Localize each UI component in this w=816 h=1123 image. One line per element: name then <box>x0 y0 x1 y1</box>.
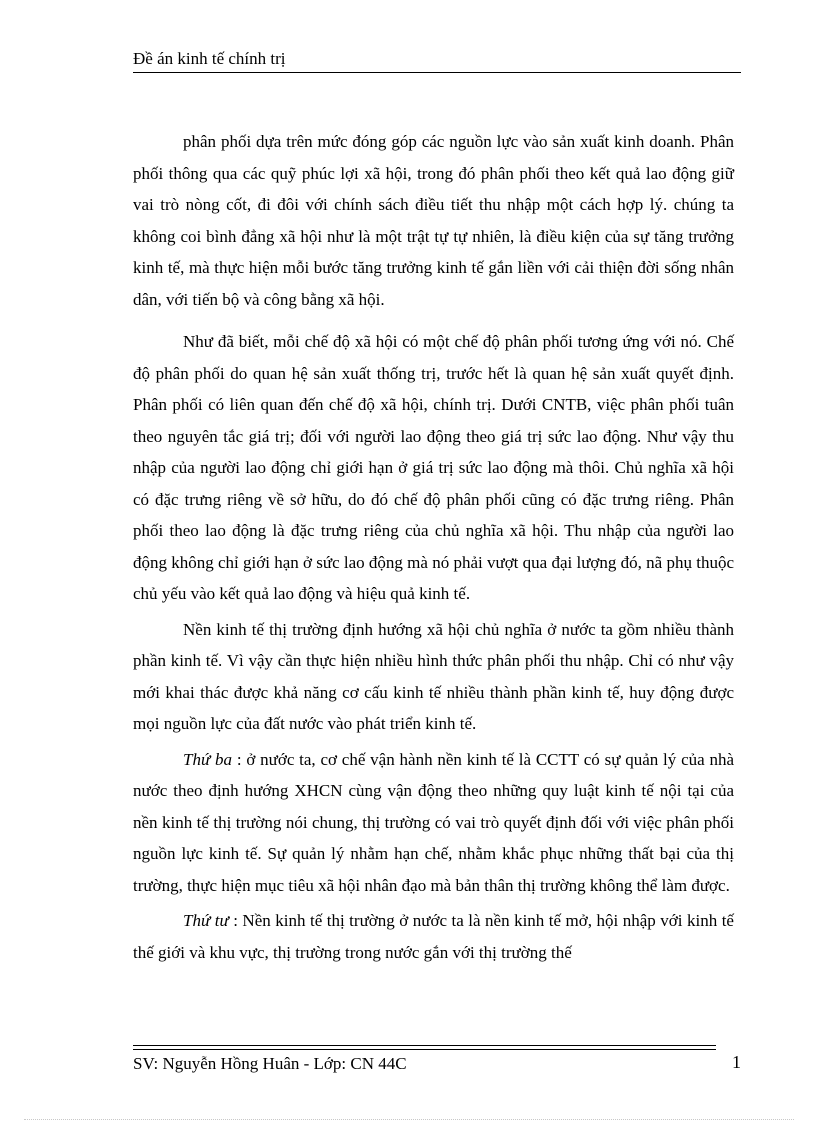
footer-rule-top <box>133 1045 716 1046</box>
page-bottom-edge <box>24 1119 794 1120</box>
fourth-point-label: Thứ tư <box>183 911 229 930</box>
paragraph-third-point <box>133 744 734 902</box>
header-title: Đề án kinh tế chính trị <box>133 49 286 68</box>
footer-rule-bottom <box>133 1049 716 1050</box>
document-body <box>133 126 734 968</box>
page-header <box>133 46 741 73</box>
fourth-point-text: : Nền kinh tế thị trường ở nước ta là nền kinh tế mở, hội nhập với kinh tế thế giới và khu vực, thị trường trong nước gắn với thị trường thế <box>133 911 734 962</box>
footer-student-info: SV: Nguyễn Hồng Huân - Lớp: CN 44C <box>133 1054 407 1073</box>
paragraph-fourth-point <box>133 905 734 968</box>
third-point-label: Thứ ba <box>183 749 233 769</box>
paragraph-multi-sector-economy: Nền kinh tế thị trường định hướng xã hội chủ nghĩa ở nước ta gồm nhiều thành phần kinh tế. Vì vậy cần thực hiện nhiều hình thức phân phối thu nhập. Chỉ có như vậy mới khai thác được khả năng cơ cấu kinh tế nhiều thành phần kinh tế, huy động được mọi nguồn lực của đất nước vào phát triển kinh tế. <box>133 619 734 733</box>
paragraph-distribution-regime: Như đã biết, mỗi chế độ xã hội có một chế độ phân phối tương ứng với nó. Chế độ phân phối do quan hệ sản xuất thống trị, trước hết là quan hệ sản xuất quyết định. Phân phối có liên quan đến chế độ xã hội, chính trị. Dưới CNTB, việc phân phối tuân theo nguyên tắc giá trị; đối với người lao động theo giá trị sức lao động. Như vậy thu nhập của người lao động chỉ giới hạn ở giá trị sức lao động mà thôi. Chủ nghĩa xã hội có đặc trưng riêng về sở hữu, do đó chế độ phân phối cũng có đặc trưng riêng. Phân phối theo lao động là đặc trưng riêng của chủ nghĩa xã hội. Thu nhập của người lao động không chỉ giới hạn ở sức lao động mà nó phải vượt qua đại lượng đó, nã phụ thuộc chủ yếu vào kết quả lao động và hiệu quả kinh tế. <box>133 332 734 603</box>
paragraph-continuation: phân phối dựa trên mức đóng góp các nguồn lực vào sản xuất kinh doanh. Phân phối thông qua các quỹ phúc lợi xã hội, trong đó phân phối theo kết quả lao động giữ vai trò nòng cốt, đi đôi với chính sách điều tiết thu nhập một cách hợp lý. chúng ta không coi bình đẳng xã hội như là một trật tự tự nhiên, là điều kiện của sự tăng trưởng kinh tế, mà thực hiện mỗi bước tăng trưởng kinh tế gắn liền với cải thiện đời sống nhân dân, với tiến bộ và công bằng xã hội. <box>133 132 734 309</box>
third-point-text: : ở nước ta, cơ chế vận hành nền kinh tế là CCTT có sự quản lý của nhà nước theo định hướng XHCN cùng vận động theo những quy luật kinh tế nội tại của nền kinh tế thị trường nói chung, thị trường có vai trò quyết định đối với việc phân phối nguồn lực kinh tế. Sự quản lý nhằm hạn chế, nhằm khắc phục những thất bại của thị trường, thực hiện mục tiêu xã hội nhân đạo mà bản thân thị trường không thể làm được. <box>133 749 735 895</box>
page-number: 1 <box>732 1052 741 1072</box>
